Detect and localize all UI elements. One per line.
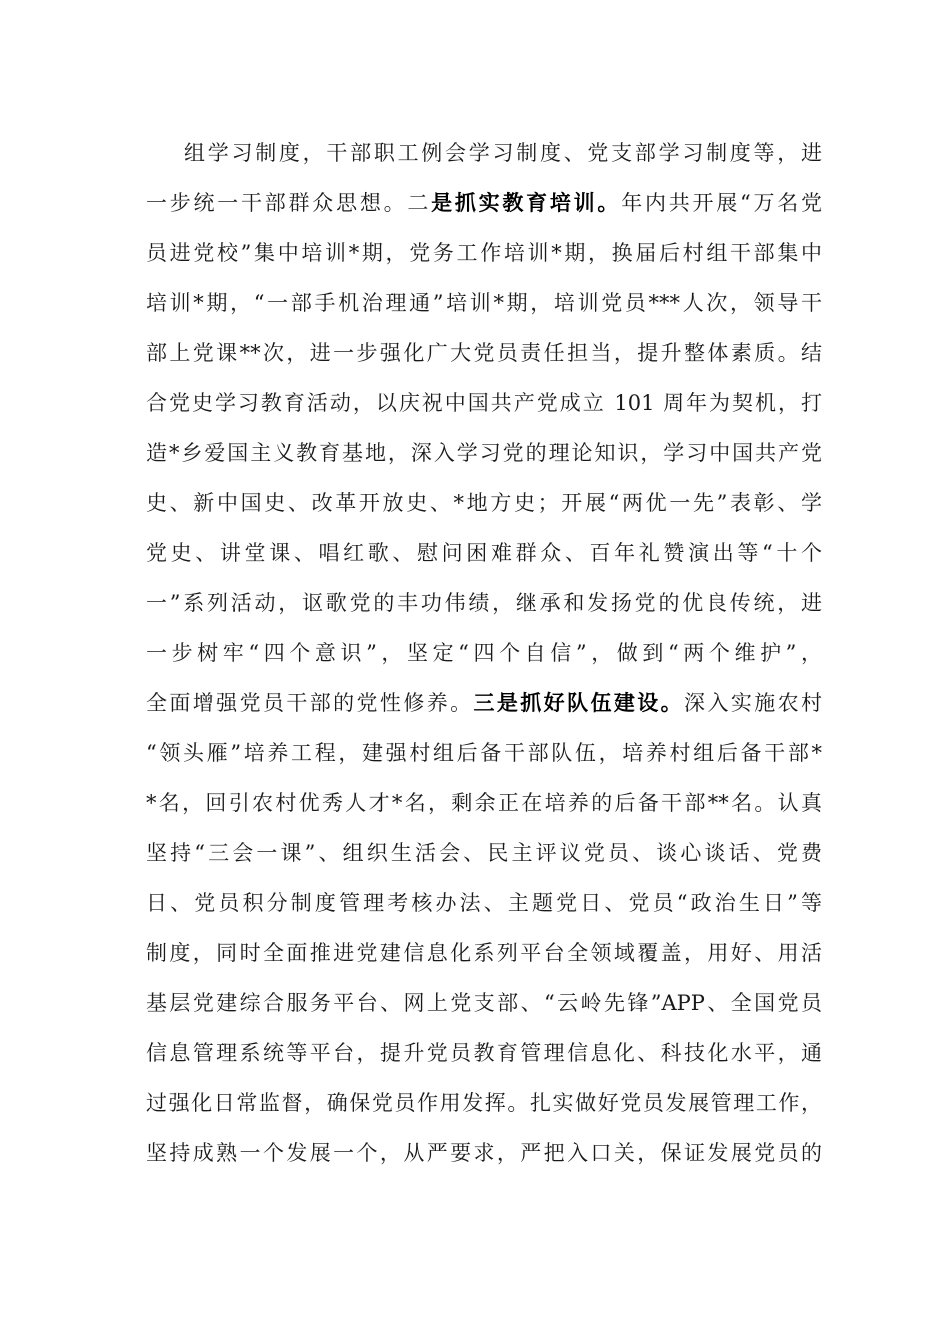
text-span: 一步树牢“四个意识”，坚定“四个自信”，做到“两个维护”， — [146, 641, 822, 665]
text-line — [146, 128, 822, 178]
text-span: 史、新中国史、改革开放史、*地方史；开展“两优一先”表彰、学 — [146, 491, 822, 515]
text-line — [146, 1028, 822, 1078]
text-line — [146, 728, 822, 778]
text-span: 过强化日常监督，确保党员作用发挥。扎实做好党员发展管理工作， — [146, 1091, 822, 1115]
text-span: 基层党建综合服务平台、网上党支部、“云岭先锋”APP、全国党员 — [146, 991, 822, 1015]
text-line — [146, 278, 822, 328]
text-line — [146, 828, 822, 878]
text-line — [146, 878, 822, 928]
text-span: 员进党校”集中培训*期，党务工作培训*期，换届后村组干部集中 — [146, 241, 822, 265]
text-span: 部上党课**次，进一步强化广大党员责任担当，提升整体素质。结 — [146, 341, 822, 365]
bold-heading-span: 三是抓好队伍建设。 — [473, 690, 685, 715]
text-span: 一”系列活动，讴歌党的丰功伟绩，继承和发扬党的优良传统，进 — [146, 591, 822, 615]
text-line — [146, 1078, 822, 1128]
text-span: 一步统一干部群众思想。二 — [146, 191, 432, 215]
text-span: 制度，同时全面推进党建信息化系列平台全领域覆盖，用好、用活 — [146, 941, 822, 965]
text-line — [146, 778, 822, 828]
bold-heading-span: 是抓实教育培训。 — [431, 190, 622, 215]
text-line — [146, 928, 822, 978]
text-span: 合党史学习教育活动，以庆祝中国共产党成立 101 周年为契机，打 — [146, 391, 822, 415]
text-line — [146, 578, 822, 628]
text-line — [146, 1128, 822, 1178]
text-line — [146, 528, 822, 578]
text-span: 年内共开展“万名党 — [621, 191, 822, 215]
text-span: 信息管理系统等平台，提升党员教育管理信息化、科技化水平，通 — [146, 1041, 822, 1065]
text-span: 党史、讲堂课、唱红歌、慰问困难群众、百年礼赞演出等“十个 — [146, 541, 822, 565]
text-span: “领头雁”培养工程，建强村组后备干部队伍，培养村组后备干部* — [146, 741, 822, 765]
text-line — [146, 978, 822, 1028]
text-line — [146, 628, 822, 678]
text-line — [146, 378, 822, 428]
text-line — [146, 428, 822, 478]
text-line — [146, 178, 822, 228]
text-span: 造*乡爱国主义教育基地，深入学习党的理论知识，学习中国共产党 — [146, 441, 822, 465]
text-line — [146, 678, 822, 728]
text-span: 坚持成熟一个发展一个，从严要求，严把入口关，保证发展党员的 — [146, 1141, 822, 1165]
text-span: 日、党员积分制度管理考核办法、主题党日、党员“政治生日”等 — [146, 891, 822, 915]
text-span: 全面增强党员干部的党性修养。 — [146, 691, 474, 715]
text-span: *名，回引农村优秀人才*名，剩余正在培养的后备干部**名。认真 — [146, 791, 822, 815]
body-paragraph — [146, 128, 822, 1178]
text-line — [146, 228, 822, 278]
text-span: 培训*期，“一部手机治理通”培训*期，培训党员***人次，领导干 — [146, 291, 822, 315]
text-line — [146, 478, 822, 528]
text-line — [146, 328, 822, 378]
text-span: 深入实施农村 — [684, 691, 823, 715]
text-span: 坚持“三会一课”、组织生活会、民主评议党员、谈心谈话、党费 — [146, 841, 822, 865]
text-span: 组学习制度，干部职工例会学习制度、党支部学习制度等，进 — [184, 141, 822, 165]
